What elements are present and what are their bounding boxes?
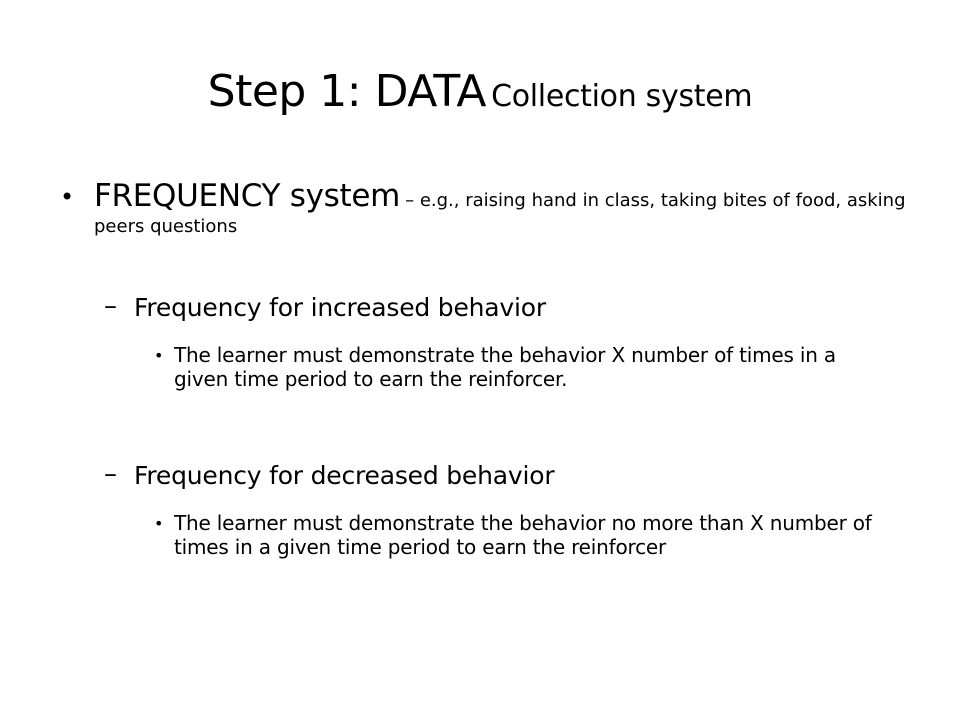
- increased-behavior-label: Frequency for increased behavior: [134, 293, 546, 322]
- frequency-bullet-text: [94, 178, 910, 239]
- bullet-dot-icon: •: [154, 514, 164, 533]
- title-subtitle: Collection system: [491, 79, 753, 114]
- increased-behavior-detail: [154, 343, 894, 391]
- decreased-behavior-detail: [154, 511, 894, 559]
- bullet-dot-icon: •: [154, 346, 164, 365]
- frequency-examples: – e.g., raising hand in class, taking bites of food, asking peers questions: [94, 190, 906, 238]
- frequency-bullet: [60, 178, 910, 239]
- decreased-behavior-label: Frequency for decreased behavior: [134, 461, 555, 490]
- title-main: Step 1: DATA: [207, 66, 486, 117]
- decreased-behavior-item: [104, 461, 904, 491]
- increased-behavior-item: [104, 293, 904, 323]
- bullet-dot-icon: •: [60, 183, 75, 211]
- slide-title: [60, 68, 900, 116]
- decreased-behavior-detail-text: The learner must demonstrate the behavior no more than X number of times in a given time period to earn the reinforcer: [174, 511, 872, 559]
- dash-bullet-icon: –: [104, 291, 117, 321]
- frequency-heading: FREQUENCY system: [94, 178, 400, 214]
- dash-bullet-icon: –: [104, 459, 117, 489]
- increased-behavior-detail-text: The learner must demonstrate the behavior X number of times in a given time period to earn the reinforcer.: [174, 343, 836, 391]
